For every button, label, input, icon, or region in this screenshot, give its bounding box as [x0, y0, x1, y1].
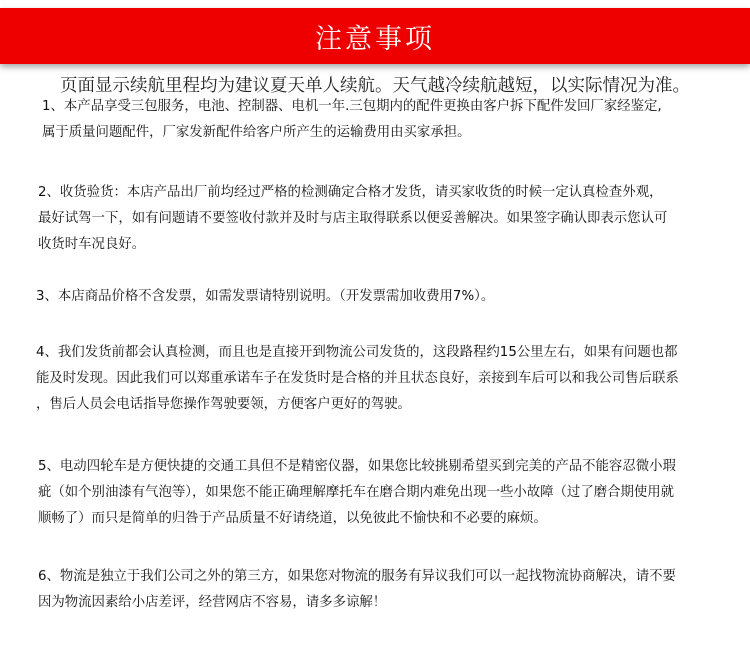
- notice-line: 属于质量问题配件，厂家发新配件给客户所产生的运输费用由买家承担。: [42, 125, 471, 140]
- notice-line: 能及时发现。因此我们可以郑重承诺车子在发货时是合格的并且状态良好，亲接到车后可以和我公司售后联系: [36, 371, 679, 386]
- notice-line: 6、物流是独立于我们公司之外的第三方，如果您对物流的服务有异议我们可以一起找物流协商解决，请不要: [38, 569, 676, 584]
- notice-line: ，售后人员会电话指导您操作驾驶要领，方便客户更好的驾驶。: [36, 397, 411, 412]
- notice-line: 1、本产品享受三包服务，电池、控制器、电机一年.三包期内的配件更换由客户拆下配件发回厂家经鉴定,: [42, 99, 662, 114]
- header-banner: [0, 8, 750, 64]
- notice-item-6: [38, 564, 734, 616]
- notice-line: 5、电动四轮车是方便快捷的交通工具但不是精密仪器，如果您比较挑剔希望买到完美的产品不能容忍微小瑕: [38, 459, 676, 474]
- notice-item-5: [38, 454, 734, 532]
- notice-line: 顺畅了）而只是简单的归咎于产品质量不好请绕道，以免彼此不愉快和不必要的麻烦。: [38, 511, 547, 526]
- notice-item-2: [38, 180, 734, 258]
- intro-notice: 页面显示续航里程均为建议夏天单人续航。天气越冷续航越短，以实际情况为准。: [60, 76, 690, 96]
- notice-line: 3、本店商品价格不含发票，如需发票请特别说明。（开发票需加收费用7%）。: [36, 289, 495, 304]
- notice-line: 疵（如个别油漆有气泡等），如果您不能正确理解摩托车在磨合期内难免出现一些小故障（过了磨合期使用就: [38, 485, 675, 500]
- notice-line: 2、收货验货：本店产品出厂前均经过严格的检测确定合格才发货，请买家收货的时候一定认真检查外观，: [38, 185, 663, 200]
- notice-line: 因为物流因素给小店差评，经营网店不容易，请多多谅解！: [38, 595, 387, 610]
- notice-line: 4、我们发货前都会认真检测，而且也是直接开到物流公司发货的，这段路程约15公里左右，如果有问题也都: [36, 345, 678, 360]
- notice-item-1: [42, 94, 738, 146]
- notice-item-4: [36, 340, 732, 418]
- notice-line: 收货时车况良好。: [38, 237, 146, 252]
- notice-line: 最好试驾一下，如有问题请不要签收付款并及时与店主取得联系以便妥善解决。如果签字确认即表示您认可: [38, 211, 668, 226]
- page-title: 注意事项: [315, 23, 435, 55]
- notice-item-3: [36, 284, 732, 310]
